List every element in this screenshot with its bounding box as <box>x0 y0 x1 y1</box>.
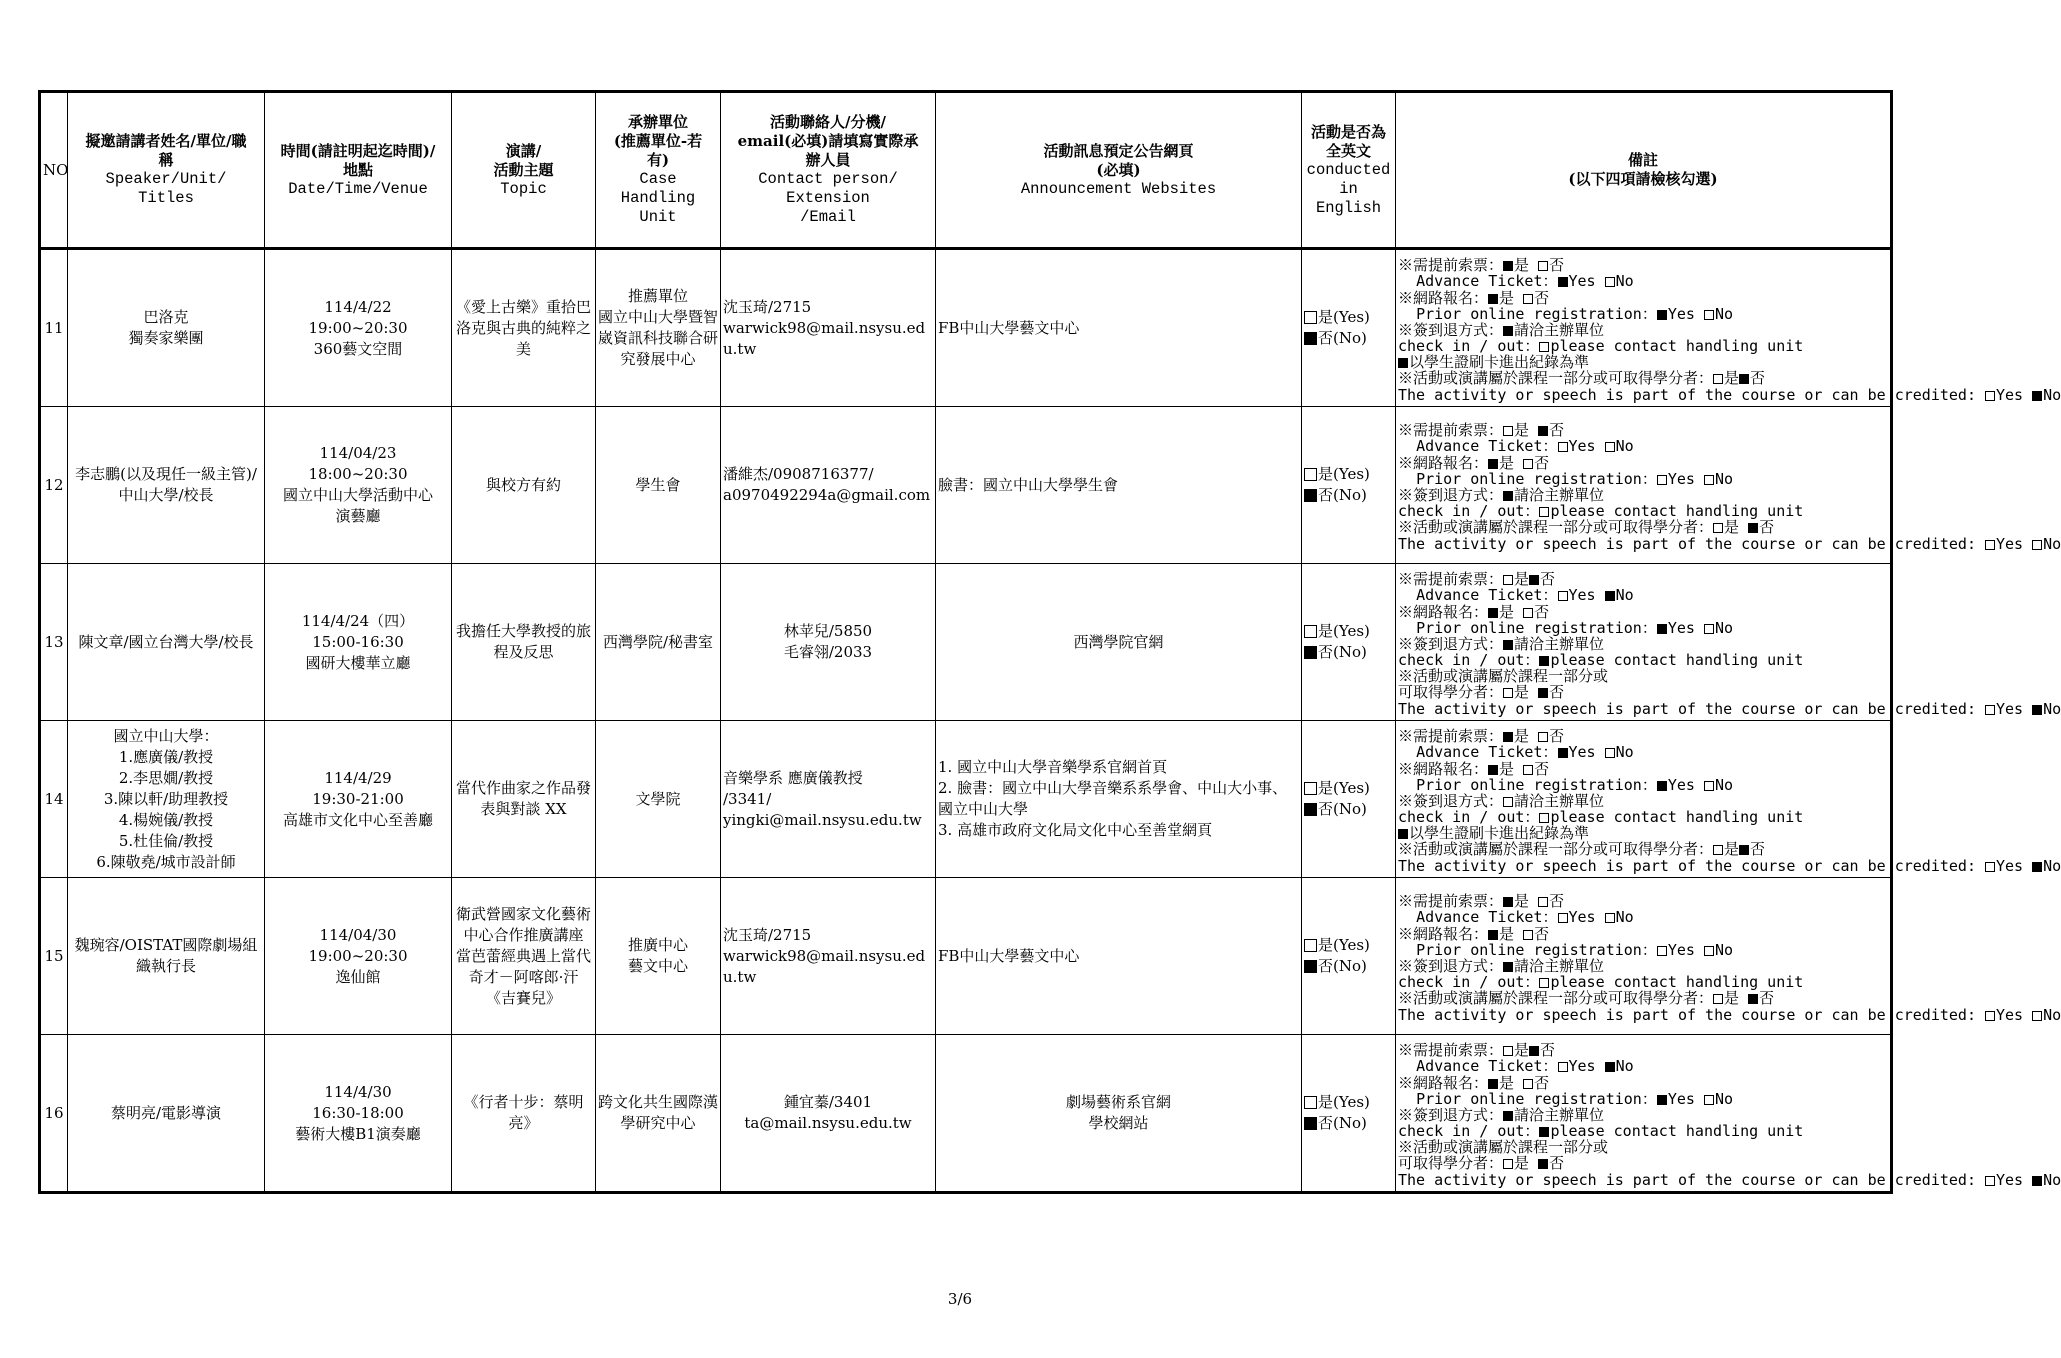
checkbox[interactable] <box>1713 523 1723 533</box>
row-websites: 臉書：國立中山大學學生會 <box>936 407 1302 564</box>
row-datetime: 114/4/30 16:30-18:00 藝術大樓B1演奏廳 <box>265 1035 452 1193</box>
header-unit: 承辦單位 (推薦單位-若 有) Case Handling Unit <box>596 92 721 249</box>
checkbox[interactable] <box>1488 459 1498 469</box>
checkbox[interactable] <box>1503 491 1513 501</box>
checkbox[interactable] <box>1605 748 1615 758</box>
checkbox[interactable] <box>1539 1127 1549 1137</box>
checkbox[interactable] <box>1523 1079 1533 1089</box>
checkbox[interactable] <box>1657 624 1667 634</box>
checkbox[interactable] <box>1523 930 1533 940</box>
checkbox[interactable] <box>2032 1176 2042 1186</box>
checkbox[interactable] <box>2032 862 2042 872</box>
checkbox[interactable] <box>1657 946 1667 956</box>
row-no: 15 <box>40 878 68 1035</box>
checkbox[interactable] <box>1503 797 1513 807</box>
row-unit: 推廣中心 藝文中心 <box>596 878 721 1035</box>
checkbox[interactable] <box>2032 391 2042 401</box>
row-topic: 與校方有約 <box>452 407 596 564</box>
checkbox[interactable] <box>1985 1011 1995 1021</box>
checkbox[interactable] <box>1657 310 1667 320</box>
header-datetime: 時間(請註明起迄時間)/ 地點 Date/Time/Venue <box>265 92 452 249</box>
checkbox[interactable] <box>1739 845 1749 855</box>
checkbox[interactable] <box>1657 781 1667 791</box>
row-topic: 衛武營國家文化藝術中心合作推廣講座 當芭蕾經典遇上當代奇才－阿喀郎·汗《吉賽兒》 <box>452 878 596 1035</box>
checkbox[interactable] <box>1704 475 1714 485</box>
row-remarks: ※需提前索票： 是 否 Advance Ticket： Yes No ※網路報名： 是 否 Prior online registration： Yes No ※簽到退方式： 請洽主辦單位 check in / out： please contact handling unit ※活動或演講屬於課程一部分或可取得學分者： 是 否 The activity or speech is part of the course or can be credited: Yes No <box>1396 878 1892 1035</box>
row-topic: 我擔任大學教授的旅程及反思 <box>452 564 596 721</box>
checkbox[interactable] <box>1503 962 1513 972</box>
checkbox[interactable] <box>1605 591 1615 601</box>
checkbox[interactable] <box>1605 913 1615 923</box>
checkbox[interactable] <box>1657 475 1667 485</box>
row-english: 是(Yes) 否(No) <box>1302 249 1396 407</box>
checkbox[interactable] <box>1529 575 1539 585</box>
row-topic: 《行者十步：蔡明亮》 <box>452 1035 596 1193</box>
checkbox[interactable] <box>1538 261 1548 271</box>
row-remarks: ※需提前索票： 是 否 Advance Ticket： Yes No ※網路報名： 是 否 Prior online registration： Yes No ※簽到退方式： 請洽主辦單位 check in / out： please contact handling unit ※活動或演講屬於課程一部分或可取得學分者： 是 否 The activity or speech is part of the course or can be credited: Yes No <box>1396 407 1892 564</box>
english-yes-checkbox[interactable] <box>1304 625 1317 638</box>
checkbox[interactable] <box>1704 946 1714 956</box>
row-websites: 1. 國立中山大學音樂學系官網首頁 2. 臉書：國立中山大學音樂系系學會、中山大小事、國立中山大學 3. 高雄市政府文化局文化中心至善堂網頁 <box>936 721 1302 878</box>
checkbox[interactable] <box>1503 261 1513 271</box>
row-unit: 跨文化共生國際漢學研究中心 <box>596 1035 721 1193</box>
checkbox[interactable] <box>1503 575 1513 585</box>
row-speaker: 李志鵬(以及現任一級主管)/中山大學/校長 <box>68 407 265 564</box>
table-row <box>40 721 1892 878</box>
english-no-checkbox[interactable] <box>1304 332 1317 345</box>
header-topic: 演講/ 活動主題 Topic <box>452 92 596 249</box>
row-datetime: 114/04/30 19:00~20:30 逸仙館 <box>265 878 452 1035</box>
checkbox[interactable] <box>1503 326 1513 336</box>
row-remarks: ※需提前索票： 是 否 Advance Ticket： Yes No ※網路報名： 是 否 Prior online registration： Yes No ※簽到退方式： 請洽主辦單位 check in / out： please contact handling unit ※活動或演講屬於課程一部分或 可取得學分者： 是 否 The activity or speech is part of the course or can be credited: Yes No <box>1396 564 1892 721</box>
checkbox[interactable] <box>1488 765 1498 775</box>
checkbox[interactable] <box>2032 540 2042 550</box>
row-topic: 當代作曲家之作品發表與對談 XX <box>452 721 596 878</box>
row-english: 是(Yes) 否(No) <box>1302 721 1396 878</box>
row-unit: 西灣學院/秘書室 <box>596 564 721 721</box>
checkbox[interactable] <box>1529 1046 1539 1056</box>
row-unit: 推薦單位 國立中山大學暨智崴資訊科技聯合研究發展中心 <box>596 249 721 407</box>
table-row <box>40 249 1892 407</box>
english-no-checkbox[interactable] <box>1304 803 1317 816</box>
row-datetime: 114/4/24（四） 15:00-16:30 國研大樓華立廳 <box>265 564 452 721</box>
header-contact: 活動聯絡人/分機/ email(必填)請填寫實際承 辦人員 Contact person/ Extension /Email <box>721 92 936 249</box>
english-yes-checkbox[interactable] <box>1304 1096 1317 1109</box>
table-row <box>40 564 1892 721</box>
checkbox[interactable] <box>1539 656 1549 666</box>
checkbox[interactable] <box>1558 442 1568 452</box>
checkbox[interactable] <box>1605 277 1615 287</box>
checkbox[interactable] <box>1503 732 1513 742</box>
row-speaker: 巴洛克 獨奏家樂團 <box>68 249 265 407</box>
row-speaker: 蔡明亮/電影導演 <box>68 1035 265 1193</box>
checkbox[interactable] <box>2032 705 2042 715</box>
checkbox[interactable] <box>1488 930 1498 940</box>
checkbox[interactable] <box>1398 829 1408 839</box>
row-unit: 學生會 <box>596 407 721 564</box>
checkbox[interactable] <box>1739 374 1749 384</box>
checkbox[interactable] <box>1713 994 1723 1004</box>
checkbox[interactable] <box>1985 705 1995 715</box>
checkbox[interactable] <box>1985 391 1995 401</box>
row-english: 是(Yes) 否(No) <box>1302 1035 1396 1193</box>
checkbox[interactable] <box>1985 540 1995 550</box>
checkbox[interactable] <box>1657 1095 1667 1105</box>
checkbox[interactable] <box>1539 342 1549 352</box>
checkbox[interactable] <box>1523 294 1533 304</box>
checkbox[interactable] <box>1713 845 1723 855</box>
english-yes-checkbox[interactable] <box>1304 939 1317 952</box>
checkbox[interactable] <box>1704 310 1714 320</box>
english-yes-checkbox[interactable] <box>1304 782 1317 795</box>
checkbox[interactable] <box>1558 1062 1568 1072</box>
row-contact: 沈玉琦/2715 warwick98@mail.nsysu.edu.tw <box>721 249 936 407</box>
checkbox[interactable] <box>1558 591 1568 601</box>
row-no: 14 <box>40 721 68 878</box>
header-speaker: 擬邀請講者姓名/單位/職 稱 Speaker/Unit/ Titles <box>68 92 265 249</box>
checkbox[interactable] <box>1488 294 1498 304</box>
checkbox[interactable] <box>1538 732 1548 742</box>
checkbox[interactable] <box>1539 507 1549 517</box>
english-no-checkbox[interactable] <box>1304 960 1317 973</box>
checkbox[interactable] <box>1488 1079 1498 1089</box>
table-row <box>40 878 1892 1035</box>
row-datetime: 114/4/22 19:00~20:30 360藝文空間 <box>265 249 452 407</box>
checkbox[interactable] <box>1523 459 1533 469</box>
checkbox[interactable] <box>1558 913 1568 923</box>
row-websites: 劇場藝術系官網 學校網站 <box>936 1035 1302 1193</box>
row-datetime: 114/04/23 18:00~20:30 國立中山大學活動中心 演藝廳 <box>265 407 452 564</box>
checkbox[interactable] <box>1503 1046 1513 1056</box>
english-no-checkbox[interactable] <box>1304 646 1317 659</box>
row-speaker: 魏琬容/OISTAT國際劇場組織執行長 <box>68 878 265 1035</box>
checkbox[interactable] <box>1748 523 1758 533</box>
checkbox[interactable] <box>1605 442 1615 452</box>
row-english: 是(Yes) 否(No) <box>1302 407 1396 564</box>
row-topic: 《愛上古樂》重拾巴洛克與古典的純粹之美 <box>452 249 596 407</box>
header-english: 活動是否為 全英文 conducted in English <box>1302 92 1396 249</box>
row-contact: 音樂學系 應廣儀教授 /3341/ yingki@mail.nsysu.edu.tw <box>721 721 936 878</box>
row-websites: 西灣學院官網 <box>936 564 1302 721</box>
checkbox[interactable] <box>1488 608 1498 618</box>
checkbox[interactable] <box>1538 1159 1548 1169</box>
checkbox[interactable] <box>1713 374 1723 384</box>
checkbox[interactable] <box>1539 978 1549 988</box>
checkbox[interactable] <box>1538 897 1548 907</box>
checkbox[interactable] <box>1503 426 1513 436</box>
row-speaker: 陳文章/國立台灣大學/校長 <box>68 564 265 721</box>
checkbox[interactable] <box>1704 1095 1714 1105</box>
checkbox[interactable] <box>1985 862 1995 872</box>
checkbox[interactable] <box>1503 1159 1513 1169</box>
row-unit: 文學院 <box>596 721 721 878</box>
english-no-checkbox[interactable] <box>1304 489 1317 502</box>
row-no: 13 <box>40 564 68 721</box>
english-yes-checkbox[interactable] <box>1304 311 1317 324</box>
checkbox[interactable] <box>1538 426 1548 436</box>
page-number: 3/6 <box>947 1290 973 1308</box>
checkbox[interactable] <box>1704 781 1714 791</box>
header-remarks: 備註 (以下四項請檢核勾選) <box>1396 92 1892 249</box>
row-speaker: 國立中山大學： 1.應廣儀/教授 2.李思嫺/教授 3.陳以軒/助理教授 4.楊婉儀/教授 5.杜佳倫/教授 6.陳敬堯/城市設計師 <box>68 721 265 878</box>
checkbox[interactable] <box>1503 688 1513 698</box>
schedule-table <box>38 90 2061 1194</box>
row-no: 16 <box>40 1035 68 1193</box>
checkbox[interactable] <box>1704 624 1714 634</box>
checkbox[interactable] <box>1558 748 1568 758</box>
table-row <box>40 1035 1892 1193</box>
row-contact: 潘維杰/0908716377/ a0970492294a@gmail.com <box>721 407 936 564</box>
checkbox[interactable] <box>1538 688 1548 698</box>
checkbox[interactable] <box>1503 1111 1513 1121</box>
row-contact: 林苹兒/5850 毛睿翎/2033 <box>721 564 936 721</box>
header-no: NO <box>40 92 68 249</box>
row-english: 是(Yes) 否(No) <box>1302 564 1396 721</box>
row-no: 12 <box>40 407 68 564</box>
row-remarks: ※需提前索票： 是 否 Advance Ticket： Yes No ※網路報名： 是 否 Prior online registration： Yes No ※簽到退方式： 請洽主辦單位 check in / out： please contact handling unit 以學生證刷卡進出紀錄為準 ※活動或演講屬於課程一部分或可取得學分者： 是 否 The activity or speech is part of the course or can be credited: Yes No <box>1396 249 1892 407</box>
row-datetime: 114/4/29 19:30-21:00 高雄市文化中心至善廳 <box>265 721 452 878</box>
table-row <box>40 407 1892 564</box>
checkbox[interactable] <box>1503 897 1513 907</box>
english-no-checkbox[interactable] <box>1304 1117 1317 1130</box>
checkbox[interactable] <box>1748 994 1758 1004</box>
header-row <box>40 92 1892 249</box>
checkbox[interactable] <box>1558 277 1568 287</box>
checkbox[interactable] <box>1523 608 1533 618</box>
checkbox[interactable] <box>2032 1011 2042 1021</box>
row-english: 是(Yes) 否(No) <box>1302 878 1396 1035</box>
checkbox[interactable] <box>1605 1062 1615 1072</box>
header-websites: 活動訊息預定公告網頁 (必填) Announcement Websites <box>936 92 1302 249</box>
checkbox[interactable] <box>1985 1176 1995 1186</box>
row-websites: FB中山大學藝文中心 <box>936 249 1302 407</box>
row-contact: 鍾宜蓁/3401 ta@mail.nsysu.edu.tw <box>721 1035 936 1193</box>
row-remarks: ※需提前索票： 是 否 Advance Ticket： Yes No ※網路報名： 是 否 Prior online registration： Yes No ※簽到退方式： 請洽主辦單位 check in / out： please contact handling unit 以學生證刷卡進出紀錄為準 ※活動或演講屬於課程一部分或可取得學分者： 是 否 The activity or speech is part of the course or can be credited: Yes No <box>1396 721 1892 878</box>
english-yes-checkbox[interactable] <box>1304 468 1317 481</box>
row-remarks: ※需提前索票： 是 否 Advance Ticket： Yes No ※網路報名： 是 否 Prior online registration： Yes No ※簽到退方式： 請洽主辦單位 check in / out： please contact handling unit ※活動或演講屬於課程一部分或 可取得學分者： 是 否 The activity or speech is part of the course or can be credited: Yes No <box>1396 1035 1892 1193</box>
row-no: 11 <box>40 249 68 407</box>
checkbox[interactable] <box>1398 358 1408 368</box>
row-websites: FB中山大學藝文中心 <box>936 878 1302 1035</box>
checkbox[interactable] <box>1539 813 1549 823</box>
row-contact: 沈玉琦/2715 warwick98@mail.nsysu.edu.tw <box>721 878 936 1035</box>
checkbox[interactable] <box>1503 640 1513 650</box>
checkbox[interactable] <box>1523 765 1533 775</box>
